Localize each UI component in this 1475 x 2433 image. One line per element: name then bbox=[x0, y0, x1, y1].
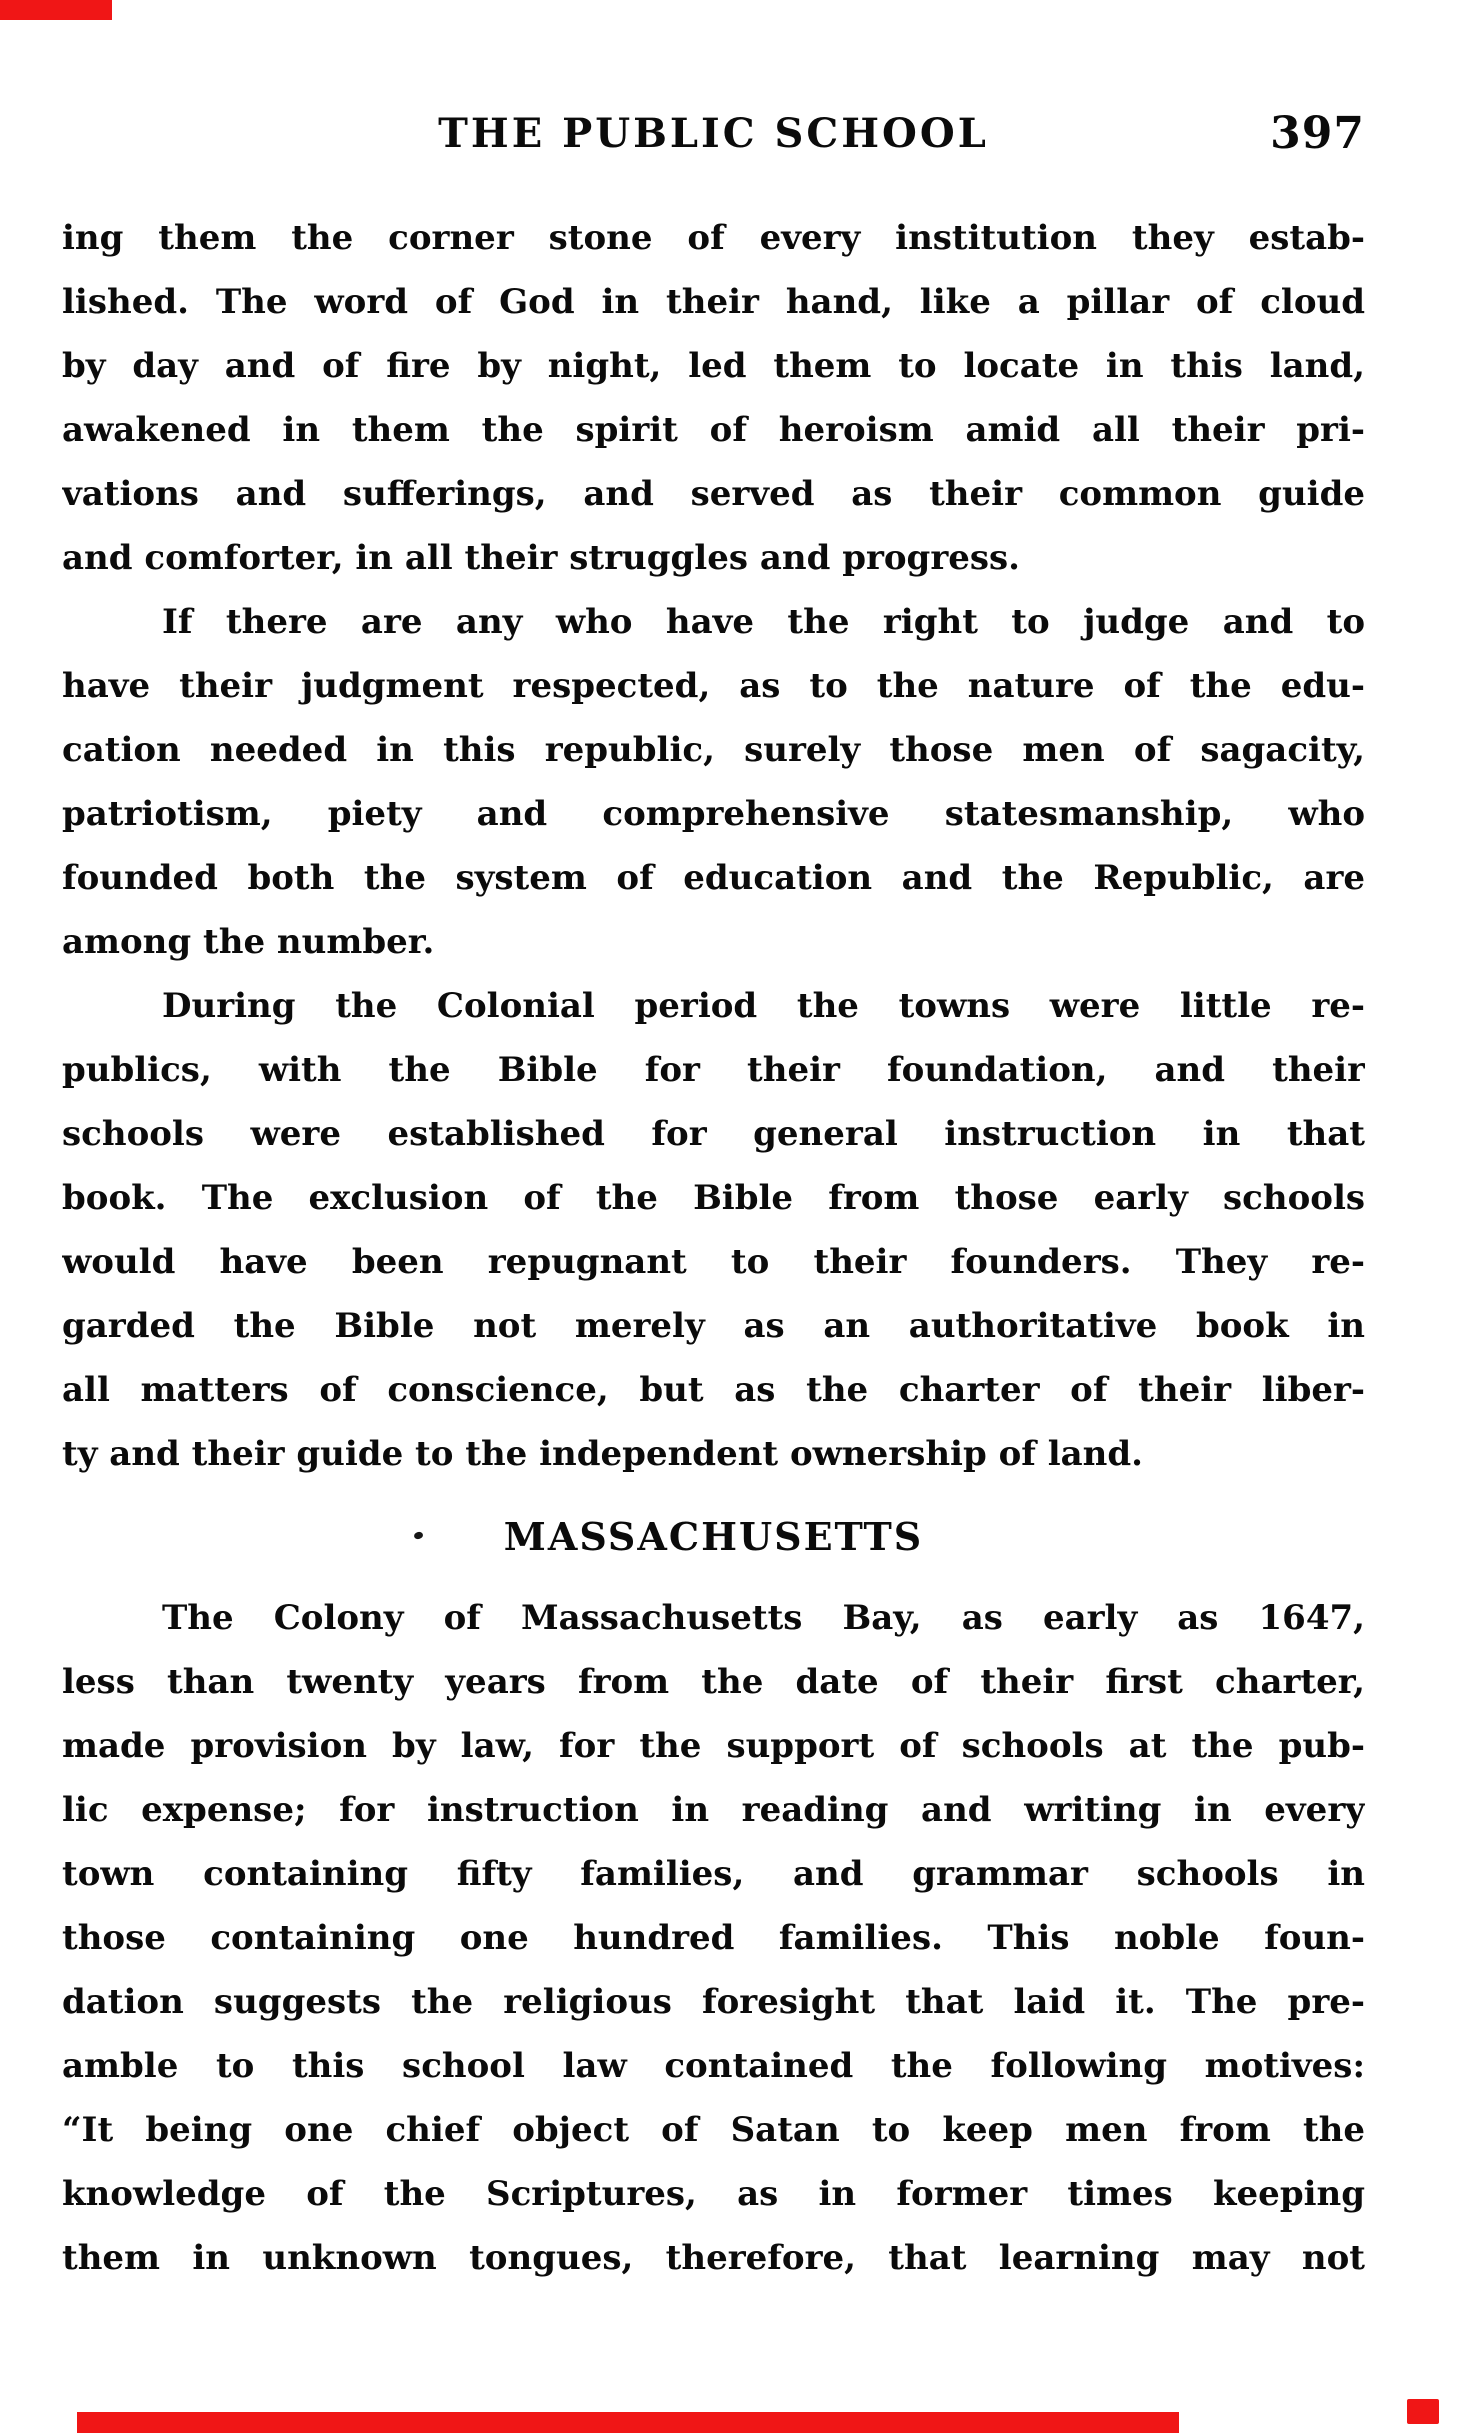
scan-artifact-bottom-bar bbox=[77, 2412, 1179, 2433]
text-line: amble to this school law contained the following motives: bbox=[62, 2046, 1365, 2086]
text-line: During the Colonial period the towns were little re- bbox=[162, 986, 1365, 1026]
text-line: knowledge of the Scriptures, as in former times keeping bbox=[62, 2174, 1365, 2214]
scan-artifact-top-left-bar bbox=[0, 0, 112, 20]
text-line: town containing fifty families, and grammar schools in bbox=[62, 1854, 1365, 1894]
text-line: would have been repugnant to their founders. They re- bbox=[62, 1242, 1365, 1282]
text-line: lished. The word of God in their hand, like a pillar of cloud bbox=[62, 282, 1365, 322]
text-line: publics, with the Bible for their foundation, and their bbox=[62, 1050, 1365, 1090]
text-line: patriotism, piety and comprehensive statesmanship, who bbox=[62, 794, 1365, 834]
text-line: schools were established for general instruction in that bbox=[62, 1114, 1365, 1154]
text-line: cation needed in this republic, surely those men of sagacity, bbox=[62, 730, 1365, 770]
text-line: founded both the system of education and the Republic, are bbox=[62, 858, 1365, 898]
running-header-title: THE PUBLIC SCHOOL bbox=[438, 110, 989, 157]
text-line: those containing one hundred families. This noble foun- bbox=[62, 1918, 1365, 1958]
text-line: awakened in them the spirit of heroism amid all their pri- bbox=[62, 410, 1365, 450]
text-line: less than twenty years from the date of their first charter, bbox=[62, 1662, 1365, 1702]
body-text-block-lower bbox=[62, 1586, 1365, 2290]
text-line: by day and of fire by night, led them to locate in this land, bbox=[62, 346, 1365, 386]
page-number: 397 bbox=[1270, 108, 1365, 159]
scan-artifact-bottom-right-mark bbox=[1407, 2399, 1439, 2424]
text-line: dation suggests the religious foresight that laid it. The pre- bbox=[62, 1982, 1365, 2022]
text-line: lic expense; for instruction in reading and writing in every bbox=[62, 1790, 1365, 1830]
text-line: ty and their guide to the independent ownership of land. bbox=[62, 1434, 1143, 1474]
text-line: made provision by law, for the support of schools at the pub- bbox=[62, 1726, 1365, 1766]
text-line: all matters of conscience, but as the charter of their liber- bbox=[62, 1370, 1365, 1410]
body-text-block-upper bbox=[62, 206, 1365, 1486]
text-line: among the number. bbox=[62, 922, 435, 962]
text-line: The Colony of Massachusetts Bay, as early as 1647, bbox=[162, 1598, 1365, 1638]
text-line: have their judgment respected, as to the nature of the edu- bbox=[62, 666, 1365, 706]
text-line: “It being one chief object of Satan to keep men from the bbox=[62, 2110, 1365, 2150]
text-line: ing them the corner stone of every institution they estab- bbox=[62, 218, 1365, 258]
section-heading: MASSACHUSETTS bbox=[503, 1514, 924, 1559]
text-line: and comforter, in all their struggles and progress. bbox=[62, 538, 1020, 578]
text-line: them in unknown tongues, therefore, that learning may not bbox=[62, 2238, 1365, 2278]
text-line: garded the Bible not merely as an authoritative book in bbox=[62, 1306, 1365, 1346]
text-line: vations and sufferings, and served as their common guide bbox=[62, 474, 1365, 514]
text-line: book. The exclusion of the Bible from those early schools bbox=[62, 1178, 1365, 1218]
text-line: If there are any who have the right to judge and to bbox=[162, 602, 1365, 642]
running-header bbox=[62, 110, 1365, 160]
